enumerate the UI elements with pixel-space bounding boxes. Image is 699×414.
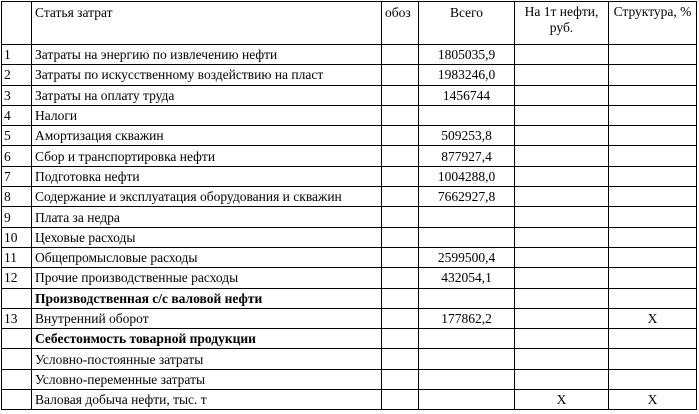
cost-table (1, 1, 697, 410)
table-row (2, 166, 697, 186)
per-ton-cell (515, 247, 609, 267)
designation-cell (382, 126, 419, 146)
row-number (2, 329, 32, 349)
structure-cell: X (609, 390, 697, 410)
cost-item-cell: Амортизация скважин (32, 126, 382, 146)
designation-cell (382, 207, 419, 227)
per-ton-cell (515, 105, 609, 125)
cost-item-cell: Подготовка нефти (32, 166, 382, 186)
structure-cell (609, 329, 697, 349)
structure-cell (609, 85, 697, 105)
designation-cell (382, 166, 419, 186)
row-number: 11 (2, 247, 32, 267)
total-cell (419, 369, 515, 389)
header-per-ton: На 1т нефти, руб. (515, 2, 609, 45)
per-ton-cell (515, 268, 609, 288)
row-number (2, 369, 32, 389)
total-cell (419, 390, 515, 410)
total-cell (419, 329, 515, 349)
total-cell: 432054,1 (419, 268, 515, 288)
row-number: 5 (2, 126, 32, 146)
per-ton-cell (515, 288, 609, 308)
designation-cell (382, 329, 419, 349)
row-number: 10 (2, 227, 32, 247)
designation-cell (382, 65, 419, 85)
designation-cell (382, 268, 419, 288)
cost-item-cell: Условно-постоянные затраты (32, 349, 382, 369)
designation-cell (382, 187, 419, 207)
total-cell (419, 207, 515, 227)
row-number: 7 (2, 166, 32, 186)
table-row (2, 207, 697, 227)
designation-cell (382, 349, 419, 369)
cost-item-cell: Валовая добыча нефти, тыс. т (32, 390, 382, 410)
total-cell: 1983246,0 (419, 65, 515, 85)
structure-cell (609, 227, 697, 247)
per-ton-cell (515, 65, 609, 85)
header-number (2, 2, 32, 45)
cost-item-cell: Условно-переменные затраты (32, 369, 382, 389)
per-ton-cell (515, 146, 609, 166)
structure-cell (609, 247, 697, 267)
table-row (2, 85, 697, 105)
table-row (2, 65, 697, 85)
designation-cell (382, 227, 419, 247)
per-ton-cell (515, 369, 609, 389)
designation-cell (382, 288, 419, 308)
table-row (2, 308, 697, 328)
total-cell: 877927,4 (419, 146, 515, 166)
per-ton-cell (515, 45, 609, 65)
total-cell: 7662927,8 (419, 187, 515, 207)
total-cell: 509253,8 (419, 126, 515, 146)
per-ton-cell (515, 126, 609, 146)
total-cell: 1805035,9 (419, 45, 515, 65)
table-row (2, 369, 697, 389)
header-total: Всего (419, 2, 515, 45)
per-ton-cell (515, 308, 609, 328)
cost-item-cell: Цеховые расходы (32, 227, 382, 247)
structure-cell (609, 146, 697, 166)
table-row (2, 349, 697, 369)
structure-cell (609, 105, 697, 125)
row-number: 13 (2, 308, 32, 328)
per-ton-cell (515, 329, 609, 349)
row-number: 4 (2, 105, 32, 125)
cost-item-cell: Затраты на энергию по извлечению нефти (32, 45, 382, 65)
total-cell: 2599500,4 (419, 247, 515, 267)
total-cell (419, 288, 515, 308)
structure-cell (609, 268, 697, 288)
structure-cell: X (609, 308, 697, 328)
structure-cell (609, 166, 697, 186)
table-row (2, 105, 697, 125)
table-row (2, 268, 697, 288)
table-row (2, 126, 697, 146)
table-row (2, 45, 697, 65)
total-cell: 1456744 (419, 85, 515, 105)
structure-cell (609, 207, 697, 227)
total-cell (419, 349, 515, 369)
cost-item-cell: Прочие производственные расходы (32, 268, 382, 288)
designation-cell (382, 247, 419, 267)
designation-cell (382, 85, 419, 105)
per-ton-cell: X (515, 390, 609, 410)
per-ton-cell (515, 349, 609, 369)
table-row (2, 288, 697, 308)
structure-cell (609, 288, 697, 308)
cost-item-cell: Производственная с/с валовой нефти (32, 288, 382, 308)
designation-cell (382, 308, 419, 328)
designation-cell (382, 390, 419, 410)
cost-item-cell: Затраты на оплату труда (32, 85, 382, 105)
per-ton-cell (515, 187, 609, 207)
cost-item-cell: Внутренний оборот (32, 308, 382, 328)
structure-cell (609, 349, 697, 369)
structure-cell (609, 187, 697, 207)
total-cell: 1004288,0 (419, 166, 515, 186)
row-number (2, 288, 32, 308)
header-structure: Структура, % (609, 2, 697, 45)
cost-item-cell: Себестоимость товарной продукции (32, 329, 382, 349)
designation-cell (382, 146, 419, 166)
row-number: 1 (2, 45, 32, 65)
designation-cell (382, 105, 419, 125)
row-number: 6 (2, 146, 32, 166)
cost-item-cell: Содержание и эксплуатация оборудования и скважин (32, 187, 382, 207)
table-row (2, 247, 697, 267)
table-row (2, 390, 697, 410)
structure-cell (609, 369, 697, 389)
row-number: 2 (2, 65, 32, 85)
per-ton-cell (515, 85, 609, 105)
structure-cell (609, 126, 697, 146)
table-row (2, 329, 697, 349)
designation-cell (382, 45, 419, 65)
structure-cell (609, 45, 697, 65)
cost-item-cell: Сбор и транспортировка нефти (32, 146, 382, 166)
header-cost-item: Статья затрат (32, 2, 382, 45)
table-body (2, 45, 697, 410)
total-cell (419, 227, 515, 247)
table-row (2, 227, 697, 247)
cost-item-cell: Общепромысловые расходы (32, 247, 382, 267)
header-row (2, 2, 697, 45)
cost-item-cell: Плата за недра (32, 207, 382, 227)
row-number (2, 349, 32, 369)
row-number: 12 (2, 268, 32, 288)
row-number: 3 (2, 85, 32, 105)
structure-cell (609, 65, 697, 85)
per-ton-cell (515, 207, 609, 227)
row-number: 8 (2, 187, 32, 207)
designation-cell (382, 369, 419, 389)
table-row (2, 187, 697, 207)
per-ton-cell (515, 227, 609, 247)
row-number: 9 (2, 207, 32, 227)
total-cell: 177862,2 (419, 308, 515, 328)
cost-item-cell: Затраты по искусственному воздействию на пласт (32, 65, 382, 85)
row-number (2, 390, 32, 410)
header-designation: обоз (382, 2, 419, 45)
cost-item-cell: Налоги (32, 105, 382, 125)
total-cell (419, 105, 515, 125)
per-ton-cell (515, 166, 609, 186)
table-row (2, 146, 697, 166)
